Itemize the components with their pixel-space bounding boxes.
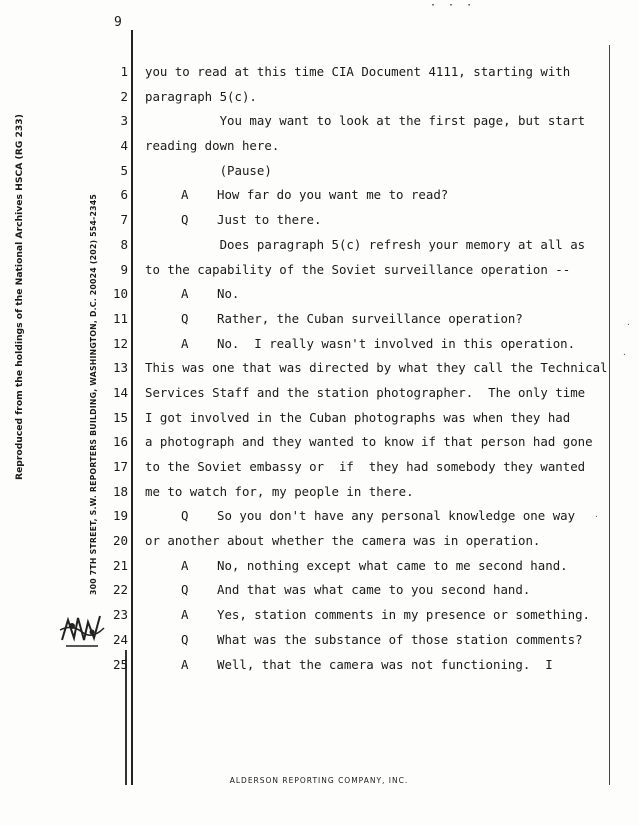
transcript-line: [145, 529, 615, 554]
speaker-label: A: [181, 335, 189, 351]
line-text: a photograph and they wanted to know if that person had gone: [145, 434, 593, 450]
line-text: Rather, the Cuban surveillance operation?: [217, 310, 523, 326]
line-text: Services Staff and the station photographer. The only time: [145, 384, 586, 400]
speaker-label: A: [181, 557, 189, 573]
line-number: 25: [112, 656, 128, 672]
transcript-line: [145, 628, 615, 653]
line-text: to the capability of the Soviet surveillance operation --: [145, 261, 571, 277]
line-text: Well, that the camera was not functioning. I: [217, 656, 553, 672]
line-number: 22: [112, 582, 128, 598]
transcript-line: [145, 233, 615, 258]
line-text: And that was what came to you second hand.: [217, 582, 531, 598]
line-number: 9: [120, 261, 128, 277]
line-number: 18: [112, 483, 128, 499]
archive-note-text: Reproduced from the holdings of the National Archives HSCA (RG 233): [14, 114, 25, 480]
transcript-line: [145, 504, 615, 529]
line-number: 12: [112, 335, 128, 351]
transcript-line: [145, 554, 615, 579]
line-number: 1: [120, 64, 128, 79]
transcript-line: [145, 258, 615, 283]
line-number-column: [108, 60, 128, 677]
line-text: me to watch for, my people in there.: [145, 483, 414, 499]
margin-speck: ·: [622, 350, 627, 359]
line-text: you to read at this time CIA Document 4111, starting with: [145, 64, 571, 79]
line-text: or another about whether the camera was in operation.: [145, 533, 541, 549]
transcript-line: [145, 381, 615, 406]
speaker-label: A: [181, 187, 189, 203]
line-text: No. I really wasn't involved in this operation.: [217, 335, 576, 351]
margin-speck: ·: [594, 512, 599, 521]
transcript-line: [145, 159, 615, 184]
transcript-body: [145, 60, 615, 677]
transcript-line: [145, 653, 615, 678]
line-number: 4: [120, 138, 128, 154]
transcript-line: [145, 455, 615, 480]
transcript-line: [145, 183, 615, 208]
reporter-address-text: 300 7TH STREET, S.W. REPORTERS BUILDING, WASHINGTON, D.C. 20024 (202) 554-2345: [89, 194, 98, 595]
transcript-line: [145, 430, 615, 455]
line-number: 3: [120, 113, 128, 129]
line-text: Just to there.: [217, 212, 322, 228]
line-number: 7: [120, 212, 128, 228]
margin-speck: ·: [626, 320, 631, 329]
line-number: 13: [112, 360, 128, 376]
line-text: What was the substance of those station comments?: [217, 631, 583, 647]
speaker-label: Q: [181, 631, 189, 647]
archive-note: [10, 60, 28, 480]
speaker-label: Q: [181, 310, 189, 326]
transcript-line: [145, 578, 615, 603]
line-text: So you don't have any personal knowledge one way: [217, 508, 576, 524]
transcript-line: [145, 134, 615, 159]
transcript-line: [145, 406, 615, 431]
line-number: 24: [112, 631, 128, 647]
line-number: 15: [112, 409, 128, 425]
line-number: 6: [120, 187, 128, 203]
transcript-line: [145, 356, 615, 381]
line-number: 14: [112, 384, 128, 400]
line-text: paragraph 5(c).: [145, 88, 257, 104]
line-text: Yes, station comments in my presence or something.: [217, 607, 590, 623]
line-number: 20: [112, 533, 128, 549]
transcript-line: [145, 109, 615, 134]
line-number: 23: [112, 607, 128, 623]
reporter-seal-icon: [58, 610, 106, 650]
left-margin-rule: [131, 30, 133, 785]
line-number: 2: [120, 88, 128, 104]
line-text: Does paragraph 5(c) refresh your memory at all as: [145, 236, 586, 252]
line-text: (Pause): [145, 162, 272, 178]
line-text: No.: [217, 286, 240, 302]
footer-company: ALDERSON REPORTING COMPANY, INC.: [229, 776, 409, 785]
speaker-label: Q: [181, 508, 189, 524]
speaker-label: Q: [181, 582, 189, 598]
line-text: You may want to look at the first page, but start: [145, 113, 586, 129]
transcript-line: [145, 332, 615, 357]
transcript-line: [145, 85, 615, 110]
line-number: 17: [112, 459, 128, 474]
line-text: I got involved in the Cuban photographs was when they had: [145, 409, 571, 425]
line-number: 5: [120, 162, 128, 178]
speaker-label: A: [181, 286, 189, 302]
line-text: How far do you want me to read?: [217, 187, 449, 203]
speaker-label: Q: [181, 212, 189, 228]
reporter-address: [87, 140, 101, 595]
line-text: to the Soviet embassy or if they had somebody they wanted: [145, 459, 586, 474]
transcript-line: [145, 480, 615, 505]
line-number: 21: [112, 557, 128, 573]
page-number: 9: [114, 15, 122, 30]
transcript-line: [145, 208, 615, 233]
line-number: 16: [112, 434, 128, 450]
speaker-label: A: [181, 607, 189, 623]
speaker-label: A: [181, 656, 189, 672]
line-number: 19: [112, 508, 128, 524]
line-number: 8: [120, 236, 128, 252]
line-text: No, nothing except what came to me second hand.: [217, 557, 568, 573]
line-number: 11: [112, 310, 128, 326]
transcript-line: [145, 603, 615, 628]
line-text: reading down here.: [145, 138, 280, 154]
transcript-line: [145, 60, 615, 85]
line-number: 10: [112, 286, 128, 302]
transcript-line: [145, 307, 615, 332]
transcript-line: [145, 282, 615, 307]
top-marks: · · ·: [430, 0, 476, 11]
line-text: This was one that was directed by what they call the Technical: [145, 360, 608, 376]
